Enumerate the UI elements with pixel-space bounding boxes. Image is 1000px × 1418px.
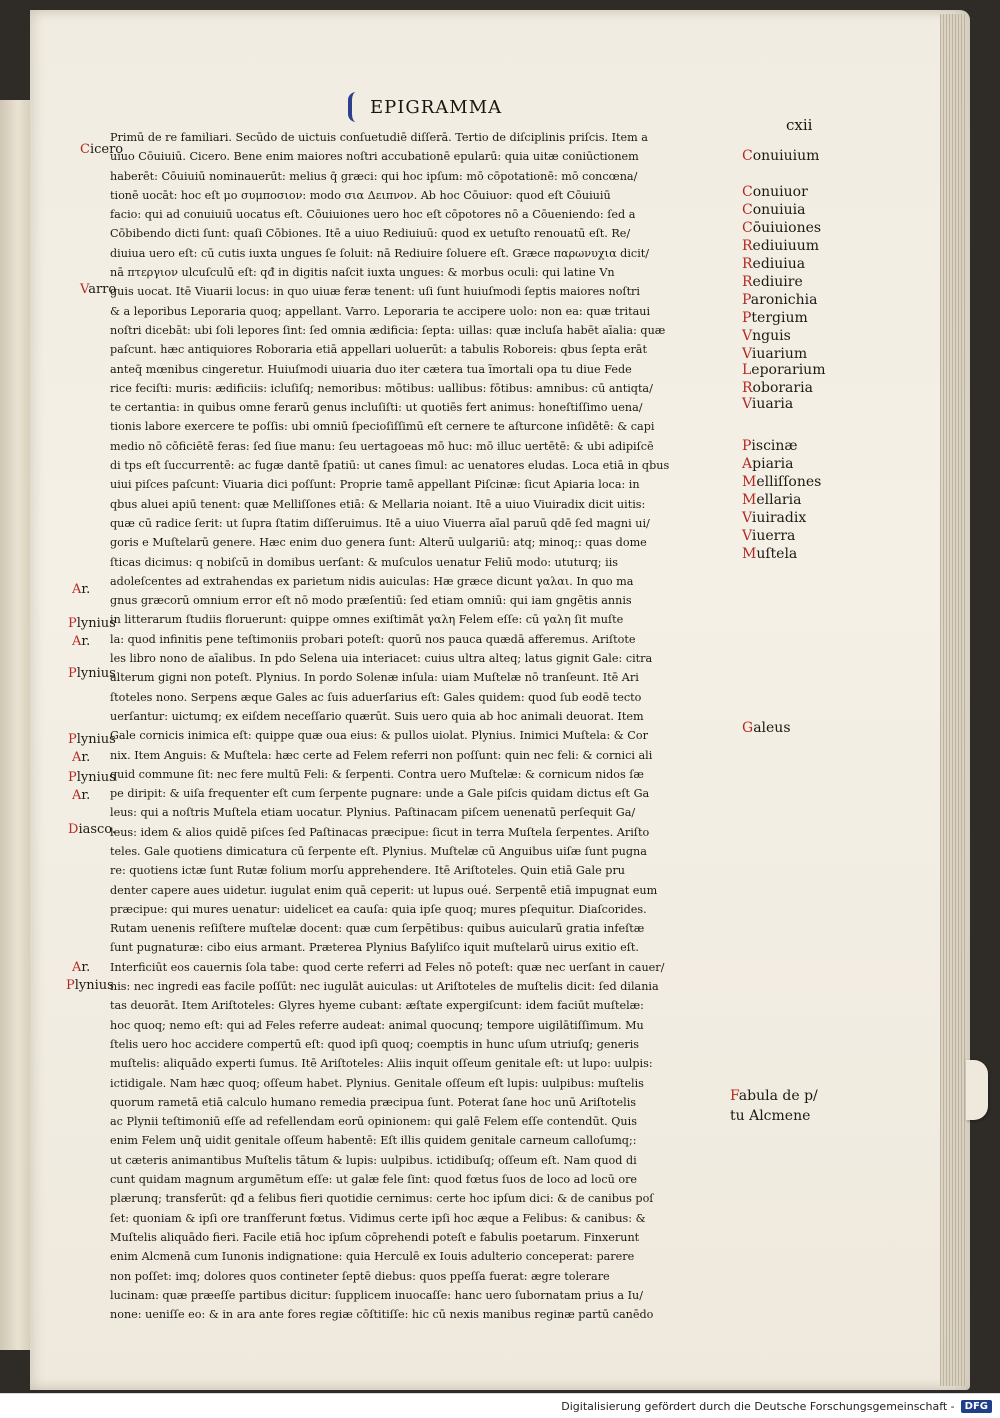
text-line: teles. Gale quotiens dimicatura cū ſerpente eſt. Plynius. Muſtelæ cū Anguibus uiſæ ſunt pugna <box>110 844 647 858</box>
text-line: haberēt: Cōuiuiū nominauerūt: melius q̄ græci: qui hoc ipſum: mō cōpotationē: mō concœna/ <box>110 169 638 183</box>
note-initial: V <box>742 510 752 526</box>
note-text: r. <box>81 750 91 765</box>
note-initial: C <box>742 148 753 164</box>
text-line: cunt quidam magnum argumētum eſſe: ut galæ fele ſint: quod fœtus ſuos de loco ad locū ore <box>110 1173 638 1187</box>
left-margin-note <box>68 732 116 747</box>
text-line: none: ueniſſe eo: & in ara ante fores regiæ cōſtitiſſe: hic cū nexis manibus reginæ partū canēdo <box>110 1308 654 1322</box>
text-line: quorum rametā etiā calculo humano remedia præcipua ſunt. Poterat ſane hoc unū Ariſtotelis <box>110 1095 637 1109</box>
right-margin-note <box>742 474 821 490</box>
note-initial: A <box>742 456 753 472</box>
page-block-edges <box>940 14 966 1386</box>
text-line: uiui piſces paſcunt: Viuaria dici poſſunt: Proprie tamē appellant Piſcinæ: ſicut Apiaria loca: in <box>110 478 640 492</box>
left-margin-note <box>68 666 116 681</box>
text-line: muſtelis: aliquādo experti ſumus. Itē Ariſtoteles: Aliis inquit oſſeum genitale eſt: ut lupo: uulpis: <box>110 1057 653 1071</box>
text-line: alterum gigni non poteſt. Plynius. In pordo Solenæ inſula: uiam Muſtelæ nō tranſeunt. Itē Ari <box>110 671 639 685</box>
note-initial: C <box>742 220 753 236</box>
left-margin-note <box>72 960 90 975</box>
text-line: qbus aluei apiū tenent: quæ Melliſſones etiā: & Mellaria noiant. Itē a uiuo Viuiradix dicit uitis: <box>110 497 646 511</box>
note-text: lynius <box>76 616 116 631</box>
text-line: diuiua uero eſt: cū cutis iuxta ungues ſe ſoluit: nā Rediuire ſoluere eſt. Græce παρωνυχια dicit/ <box>110 246 650 260</box>
left-margin-note <box>66 978 114 993</box>
right-margin-note <box>742 238 819 254</box>
note-initial: V <box>80 282 89 297</box>
left-margin-note <box>80 142 123 157</box>
left-margin-note <box>68 616 116 631</box>
right-margin-note <box>742 438 798 454</box>
text-line: adoleſcentes ad extrahendas ex parietum nidis auiculas: Hæ græce dicunt γαλαι. In quo ma <box>110 574 634 588</box>
note-text: tu Alcmene <box>730 1108 811 1124</box>
note-initial: A <box>72 960 82 975</box>
digitization-footer <box>0 1393 1000 1418</box>
text-line: goris e Muſtelarū genere. Hæc enim duo genera ſunt: Alterū uulgariū: atq; minoq;: quas dome <box>110 536 647 550</box>
left-margin-note <box>68 822 116 837</box>
right-margin-note <box>742 310 808 326</box>
text-line: Muſtelis aliquādo fieri. Facile etiā hoc ipſum cōprehendi poteſt e fabulis poetarum. Finxerunt <box>110 1230 640 1244</box>
text-line: Gale cornicis inimica eſt: quippe quæ oua eius: & pullos uiolat. Plynius. Inimici Muſtela: & Cor <box>110 729 648 743</box>
note-text: iuarium <box>751 346 808 362</box>
right-margin-note <box>730 1108 810 1124</box>
text-line: ſtelis uero hoc accidere compertū eſt: quod ipſi quoq; coemptis in hunc uſum utriuſq; generis <box>110 1037 640 1051</box>
note-initial: P <box>66 978 75 993</box>
text-line: quæ cū radice ſerit: ut ſupra ſtatim diſſeruimus. Itē a uiuo Viuerra aīal paruū qdē ſed magni ui/ <box>110 516 650 530</box>
text-line: ut cæteris animantibus Muſtelis tātum & lupis: uulpibus. ictidibuſq; oſſeum eſt. Nam quod di <box>110 1153 637 1167</box>
note-initial: P <box>68 616 77 631</box>
note-initial: V <box>742 528 752 544</box>
right-margin-note <box>742 546 797 562</box>
right-margin-note <box>742 528 795 544</box>
note-text: iuerra <box>751 528 796 544</box>
text-line: la: quod infinitis pene teſtimoniis probari poteſt: quorū nos pauca quædā afferemus. Ariſtote <box>110 632 636 646</box>
text-line: tionē uocāt: hoc eſt μο συμποσιον: modo σια Δειπνον. Ab hoc Cōuiuor: quod eſt Cōuiuiū <box>110 188 611 202</box>
note-text: nguis <box>752 328 791 344</box>
note-initial: R <box>742 256 753 272</box>
note-initial: V <box>742 328 753 344</box>
note-initial: C <box>742 202 753 218</box>
note-text: r. <box>81 960 91 975</box>
note-text: iscinæ <box>751 438 798 454</box>
note-initial: G <box>742 720 754 736</box>
text-line: nā πτεργιον ulcuſculū eſt: qđ in digitis naſcit iuxta ungues: & morbus oculi: qui latine Vn <box>110 266 615 280</box>
note-text: piaria <box>752 456 794 472</box>
right-margin-note <box>742 148 819 164</box>
note-initial: P <box>742 292 751 308</box>
note-text: lynius <box>74 978 114 993</box>
text-line: les libro nono de aīalibus. In pdo Selena uia interiacet: cuius ultra alteq; latus gignit Gale: citra <box>110 652 653 666</box>
note-text: aronichia <box>750 292 818 308</box>
note-text: r. <box>81 582 91 597</box>
right-margin-note <box>742 720 791 736</box>
text-line: gnus græcorū omnium error eſt nō modo præſentiū: ſed etiam omniū: qui iam gngētis annis <box>110 594 632 608</box>
text-line: facio: qui ad conuiuiū uocatus eſt. Cōuiuiones uero hoc eſt cōpotores nō a Cōueniendo: ſed a <box>110 208 636 222</box>
note-text: onuiuia <box>752 202 806 218</box>
note-initial: C <box>80 142 90 157</box>
text-line: re: quotiens ictæ ſunt Rutæ folium morſu apprehendere. Itē Ariſtoteles. Quin etiā Gale pru <box>110 864 626 878</box>
note-text: tergium <box>751 310 808 326</box>
text-line: & a leporibus Leporaria quoq; appellant. Varro. Leporaria te accipere uolo: non ea: quæ tritaui <box>110 304 651 318</box>
note-initial: P <box>742 310 752 326</box>
right-margin-note <box>742 328 791 344</box>
right-margin-note <box>742 396 793 412</box>
text-line: Interficiūt eos cauernis ſola tabe: quod certe referri ad Feles nō poteſt: quæ nec uerſant in cauer/ <box>110 960 665 974</box>
book-page <box>30 10 970 1390</box>
note-initial: D <box>68 822 79 837</box>
facing-page-edge <box>0 100 30 1350</box>
right-margin-note <box>742 346 807 362</box>
note-initial: P <box>68 770 77 785</box>
note-initial: A <box>72 788 82 803</box>
text-line: ictidigale. Nam hæc quoq; oſſeum habet. Plynius. Genitale oſſeum eſt lupis: uulpibus: muſtelis <box>110 1076 644 1090</box>
right-margin-note <box>742 510 806 526</box>
note-text: icero <box>89 142 124 157</box>
text-line: nix. Item Anguis: & Muſtela: hæc certe ad Felem referri non poſſunt: quin nec feli: & cornici ali <box>110 748 653 762</box>
text-line: leus: qui a noſtris Muſtela etiam uocatur. Plynius. Paſtinacam piſcem uenenatū perſequit Ga/ <box>110 806 636 820</box>
note-text: lynius <box>76 666 116 681</box>
text-line: denter capere aues uidetur. iugulat enim quā ceperit: ut lupus oué. Serpentē etiā impugnat eum <box>110 883 658 897</box>
right-margin-note <box>742 220 821 236</box>
note-initial: F <box>730 1088 739 1104</box>
note-text: lynius <box>76 732 116 747</box>
right-margin-note <box>742 184 808 200</box>
note-initial: L <box>742 362 752 378</box>
footer-credit-text: Digitalisierung gefördert durch die Deutsche Forschungsgemeinschaft - <box>561 1399 955 1413</box>
right-margin-note <box>742 362 825 378</box>
note-initial: A <box>72 750 82 765</box>
note-initial: C <box>742 184 753 200</box>
text-line: ſtoteles nono. Serpens æque Gales ac ſuis aduerſarius eſt: Gales quidem: quod ſub eodē tecto <box>110 690 642 704</box>
right-margin-note <box>742 292 817 308</box>
left-margin-note <box>72 634 90 649</box>
note-text: ellaria <box>756 492 802 508</box>
note-initial: V <box>742 346 752 362</box>
text-line: Primū de re familiari. Secūdo de uictuis conſuetudiē diſſerā. Tertio de diſciplinis priſcis. Item a <box>110 131 648 144</box>
text-line: lucinam: quæ præeſſe partibus dicitur: ſupplicem inuocaſſe: hanc uero ſubornatam prius a Iu/ <box>110 1288 643 1302</box>
note-text: ediuiua <box>752 256 806 272</box>
right-margin-note <box>742 256 805 272</box>
left-margin-note <box>80 282 116 297</box>
left-margin-note <box>68 770 116 785</box>
note-text: ediuire <box>752 274 803 290</box>
note-initial: P <box>68 666 77 681</box>
headline-title: EPIGRAMMA <box>370 96 503 118</box>
text-line: di tps eſt ſuccurrentē: ac fugæ dantē ſpatiū: ut canes ſimul: ac uenatores eludas. Loca etiā in qbus <box>110 459 670 473</box>
text-line: plærunq; transferūt: qđ a felibus fieri quotidie cernimus: certe hoc ipſum dici: & de canibus poſ <box>110 1192 654 1206</box>
text-line: Rutam uenenis reſiſtere muſtelæ docent: quæ cum ſerpētibus: quibus auicularū gratia infeſtæ <box>110 922 645 936</box>
note-initial: R <box>742 238 753 254</box>
text-line: non poſſet: imq; dolores quos contineter ſeptē diebus: quos ppeſſa fuerat: ægre tolerare <box>110 1269 610 1283</box>
text-line: enim Alcmenā cum Iunonis indignatione: quia Herculē ex Iouis adulterio conceperat: parere <box>110 1250 635 1264</box>
right-margin-note <box>742 202 806 218</box>
text-line: tas deuorāt. Item Ariſtoteles: Glyres hyeme cubant: æſtate expergiſcunt: idem faciūt muſtelæ: <box>110 999 644 1013</box>
text-line: anteq̄ mœnibus cingeretur. Huiuſmodi uiuaria duo iter cætera tua īmortali opa tu diue Fede <box>110 362 632 376</box>
text-line: nis: nec ingredi eas facile poſſūt: nec iugulāt auiculas: ut Ariſtoteles de muſtelis dicit: ſed dilania <box>110 980 659 994</box>
note-text: r. <box>81 788 91 803</box>
note-text: abula de p/ <box>738 1088 818 1104</box>
text-line: uerſantur: uictumq; ex eiſdem neceſſario quærūt. Suis uero quia ab hoc animali deuorat. Item <box>110 709 644 723</box>
text-line: leus: idem & alios quidē piſces ſed Paſtinacas præcipue: ſicut in terra Muſtela ſerpentes. Ariſto <box>110 825 650 839</box>
note-initial: A <box>72 582 82 597</box>
running-headline <box>348 90 502 124</box>
note-text: arro <box>88 282 117 297</box>
text-line: rice feciſti: muris: ædificiis: icluſiſq; nemoribus: mōtibus: uallibus: fōtibus: amnibus: cū antiqta/ <box>110 381 653 395</box>
text-line: paſcunt. hæc antiquiores Roboraria etiā appellari uoluerūt: a tabulis Roboreis: qbus ſepta erāt <box>110 343 647 357</box>
note-initial: M <box>742 492 757 508</box>
text-line: in litterarum ſtudiis floruerunt: quippe omnes exiſtimāt γαλη Felem eſſe: cū γαλη ſit muſte <box>110 613 624 627</box>
text-line: uiuo Cōuiuiū. Cicero. Bene enim maiores noſtri accubationē epularū: quia uitæ coniūctionem <box>110 150 639 164</box>
note-text: oboraria <box>752 380 813 396</box>
text-line: ſunt pugnaturæ: cibo eius armant. Præterea Plynius Baſyliſco iquit muſtelarū uirus exitio eſt. <box>110 941 639 955</box>
note-initial: R <box>742 380 753 396</box>
note-text: onuiuium <box>752 148 820 164</box>
note-text: uſtela <box>756 546 798 562</box>
note-text: eporarium <box>751 362 826 378</box>
note-text: iasco. <box>78 822 117 837</box>
left-margin-note <box>72 788 90 803</box>
text-line: medio nō cōficiētē feras: ſed ſiue manu: ſeu uertagoeas mō huc: mō illuc uertētē: & ubi adipiſcē <box>110 439 654 453</box>
note-text: elliſſones <box>756 474 822 490</box>
note-initial: V <box>742 396 752 412</box>
note-text: lynius <box>76 770 116 785</box>
text-line: quid commune ſit: nec fere multū Feli: & ſerpenti. Contra uero Muſtelæ: & cornicum nidos ſæ <box>110 767 644 781</box>
text-line: enim Felem unq̄ uidit genitale oſſeum habentē: Eſt illis quidem genitale carneum calloſumq;: <box>110 1134 637 1148</box>
left-margin-note <box>72 750 90 765</box>
note-text: r. <box>81 634 91 649</box>
right-margin-note <box>742 380 813 396</box>
text-line: hoc quoq; nemo eſt: qui ad Feles referre audeat: animal quocunq; tempore uigilātiſſimum. Mu <box>110 1018 644 1032</box>
dfg-logo: DFG <box>961 1400 992 1413</box>
note-initial: M <box>742 474 757 490</box>
text-line: ſticas dicimus: q nobiſcū in domibus uerſant: & muſculos uenatur Feliū modo: ututurq; iis <box>110 555 619 569</box>
right-margin-note <box>730 1088 818 1104</box>
note-initial: R <box>742 274 753 290</box>
blue-initial-mark <box>348 92 366 122</box>
note-initial: P <box>742 438 752 454</box>
note-text: ediuiuum <box>752 238 820 254</box>
left-margin-note <box>72 582 90 597</box>
text-line: præcipue: qui mures uenatur: uidelicet ea cauſa: quia ipſe quoq; mures pſequitur. Diaſcorides. <box>110 902 647 916</box>
main-text-column <box>110 128 766 1324</box>
note-text: iuaria <box>751 396 794 412</box>
text-line: guis uocat. Itē Viuarii locus: in quo uiuæ feræ tenent: uſi ſunt huiuſmodi ſeptis maiores noſtri <box>110 285 640 299</box>
note-initial: M <box>742 546 757 562</box>
note-text: onuiuor <box>752 184 808 200</box>
note-initial: A <box>72 634 82 649</box>
text-line: noſtri dicebāt: ubi ſoli lepores ſint: ſed omnia ædificia: ſepta: uillas: quæ incluſa habēt aīalia: quæ <box>110 323 666 337</box>
note-text: iuiradix <box>751 510 807 526</box>
text-line: Cōbibendo dicti ſunt: quaſi Cōbiones. Itē a uiuo Rediuiuū: quod ex uetuſto renouatū eſt. Re/ <box>110 227 631 241</box>
note-text: aleus <box>753 720 791 736</box>
right-margin-note <box>742 456 793 472</box>
text-line: pe diripit: & uiſa frequenter eſt cum ſerpente pugnare: unde a Gale piſcis quidam dictus eſt Ga <box>110 787 650 801</box>
text-line: tionis labore exercere te poſſis: ubi omniū ſpecioſiſſimū eſt cernere te aſturcone inſidētē: & capi <box>110 420 655 434</box>
text-line: ſet: quoniam & ipſi ore tranſferunt fœtus. Vidimus certe ipſi hoc æque a Felibus: & canibus: & <box>110 1211 646 1225</box>
text-line: te certantia: in quibus omne ferarū genus incluſiſti: ut quotiēs fert animus: honeſtiſſimo uena/ <box>110 401 643 415</box>
note-initial: P <box>68 732 77 747</box>
text-line: ac Plynii teſtimoniū eſſe ad refellendam eorū opinionem: qui galē Felem eſſe contendūt. Quis <box>110 1115 637 1129</box>
right-margin-note <box>742 274 803 290</box>
folio-number: cxii <box>786 116 813 134</box>
page-tab-marker <box>966 1060 988 1120</box>
note-text: ōuiuiones <box>752 220 822 236</box>
right-margin-note <box>742 492 801 508</box>
